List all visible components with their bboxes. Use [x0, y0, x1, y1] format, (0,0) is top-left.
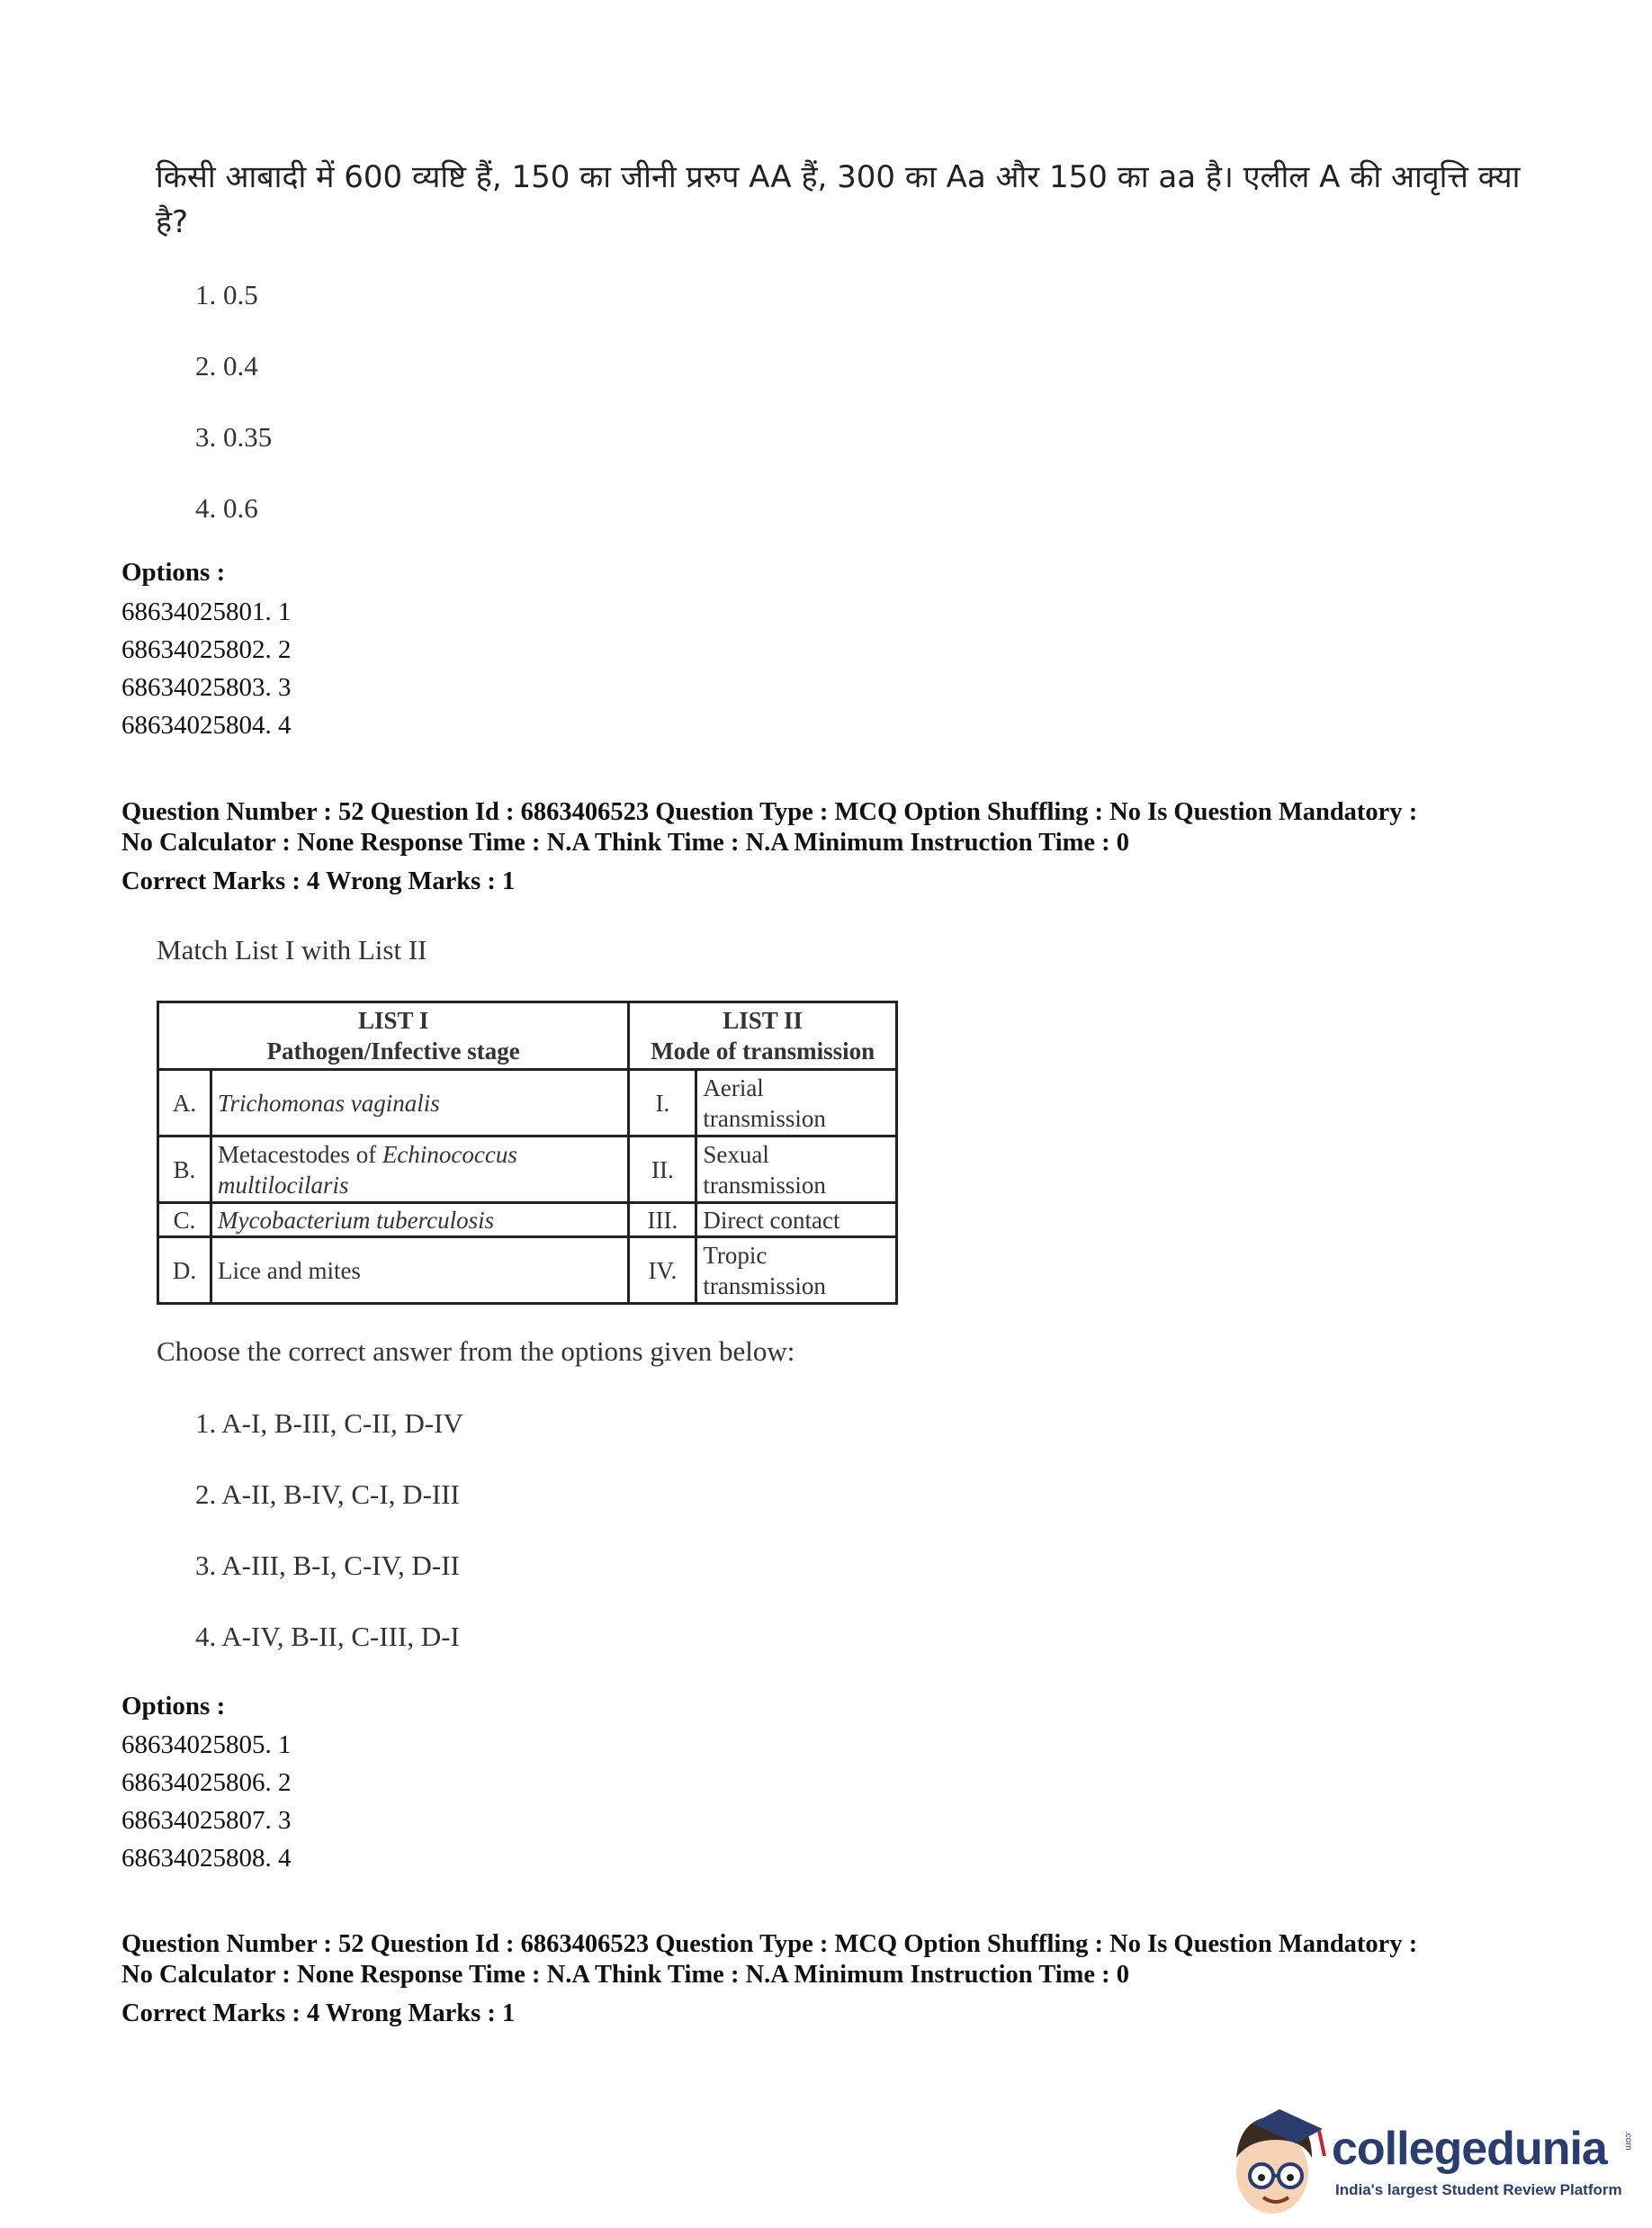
question-text-hindi: किसी आबादी में 600 व्यष्टि हैं, 150 का जीनी प्ररुप AA हैं, 300 का Aa और 150 का aa है। एलील A की आवृत्ति क्या है?	[156, 159, 1521, 240]
match-table	[157, 1001, 898, 1305]
option-id: 68634025805. 1	[121, 1730, 292, 1759]
meta-line: Question Number : 52 Question Id : 6863406523 Question Type : MCQ Option Shuffling : No Is Question Mandatory :	[121, 1930, 1418, 1958]
choice-item: 2. 0.4	[195, 350, 258, 382]
table-row: B. Metacestodes of Echinococcus multilocilaris II. Sexual transmission	[158, 1136, 897, 1203]
pathogen-cell: Metacestodes of Echinococcus multilocilaris	[211, 1136, 629, 1203]
mascot-icon	[1226, 2104, 1332, 2221]
choice-item: 2. A-II, B-IV, C-I, D-III	[195, 1478, 460, 1510]
table-row: A. Trichomonas vaginalis I. Aerial transmission	[158, 1070, 897, 1136]
list2-header: LIST II Mode of transmission	[629, 1002, 897, 1070]
meta-line: Question Number : 52 Question Id : 6863406523 Question Type : MCQ Option Shuffling : No Is Question Mandatory :	[121, 798, 1418, 826]
option-id: 68634025808. 4	[121, 1844, 292, 1873]
instruction-text: Choose the correct answer from the options given below:	[157, 1335, 795, 1367]
option-id: 68634025806. 2	[121, 1768, 292, 1797]
option-id: 68634025801. 1	[121, 597, 292, 626]
choice-item: 4. A-IV, B-II, C-III, D-I	[195, 1621, 460, 1652]
mode-cell: Sexual transmission	[696, 1136, 897, 1203]
choice-item: 3. A-III, B-I, C-IV, D-II	[195, 1550, 460, 1581]
option-id-list	[121, 593, 292, 744]
option-id: 68634025807. 3	[121, 1806, 292, 1835]
logo-wordmark: collegedunia	[1332, 2123, 1607, 2175]
option-id: 68634025804. 4	[121, 711, 292, 740]
meta-line: No Calculator : None Response Time : N.A Think Time : N.A Minimum Instruction Time : 0	[121, 829, 1130, 857]
logo-tagline: India's largest Student Review Platform	[1335, 2181, 1622, 2198]
option-id: 68634025802. 2	[121, 635, 292, 664]
choice-item: 3. 0.35	[195, 421, 273, 453]
pathogen-cell: Mycobacterium tuberculosis	[211, 1203, 629, 1237]
options-label: Options :	[121, 1692, 226, 1720]
question-prompt: Match List I with List II	[157, 934, 427, 966]
collegedunia-logo	[1226, 2104, 1639, 2221]
meta-line: No Calculator : None Response Time : N.A Think Time : N.A Minimum Instruction Time : 0	[121, 1961, 1130, 1989]
options-label: Options :	[121, 558, 226, 587]
choice-item: 1. 0.5	[195, 279, 258, 310]
mode-cell: Tropic transmission	[696, 1237, 897, 1304]
choice-item: 1. A-I, B-III, C-II, D-IV	[195, 1407, 463, 1439]
logo-com: .com	[1623, 2131, 1633, 2151]
choice-list	[195, 277, 272, 561]
pathogen-cell: Trichomonas vaginalis	[211, 1070, 629, 1136]
marks-line: Correct Marks : 4 Wrong Marks : 1	[121, 1999, 516, 2027]
table-header-row	[158, 1002, 897, 1070]
question-meta	[121, 797, 1417, 858]
pathogen-cell: Lice and mites	[211, 1237, 629, 1304]
choice-list	[195, 1406, 463, 1690]
choice-item: 4. 0.6	[195, 492, 258, 524]
question-meta	[121, 1929, 1417, 1990]
option-id: 68634025803. 3	[121, 673, 292, 702]
list1-header: LIST I Pathogen/Infective stage	[158, 1002, 629, 1070]
mode-cell: Aerial transmission	[696, 1070, 897, 1136]
option-id-list	[121, 1726, 292, 1877]
mode-cell: Direct contact	[696, 1203, 897, 1237]
table-row: D. Lice and mites IV. Tropic transmission	[158, 1237, 897, 1304]
marks-line: Correct Marks : 4 Wrong Marks : 1	[121, 867, 516, 895]
table-row: C. Mycobacterium tuberculosis III. Direct contact	[158, 1203, 897, 1237]
